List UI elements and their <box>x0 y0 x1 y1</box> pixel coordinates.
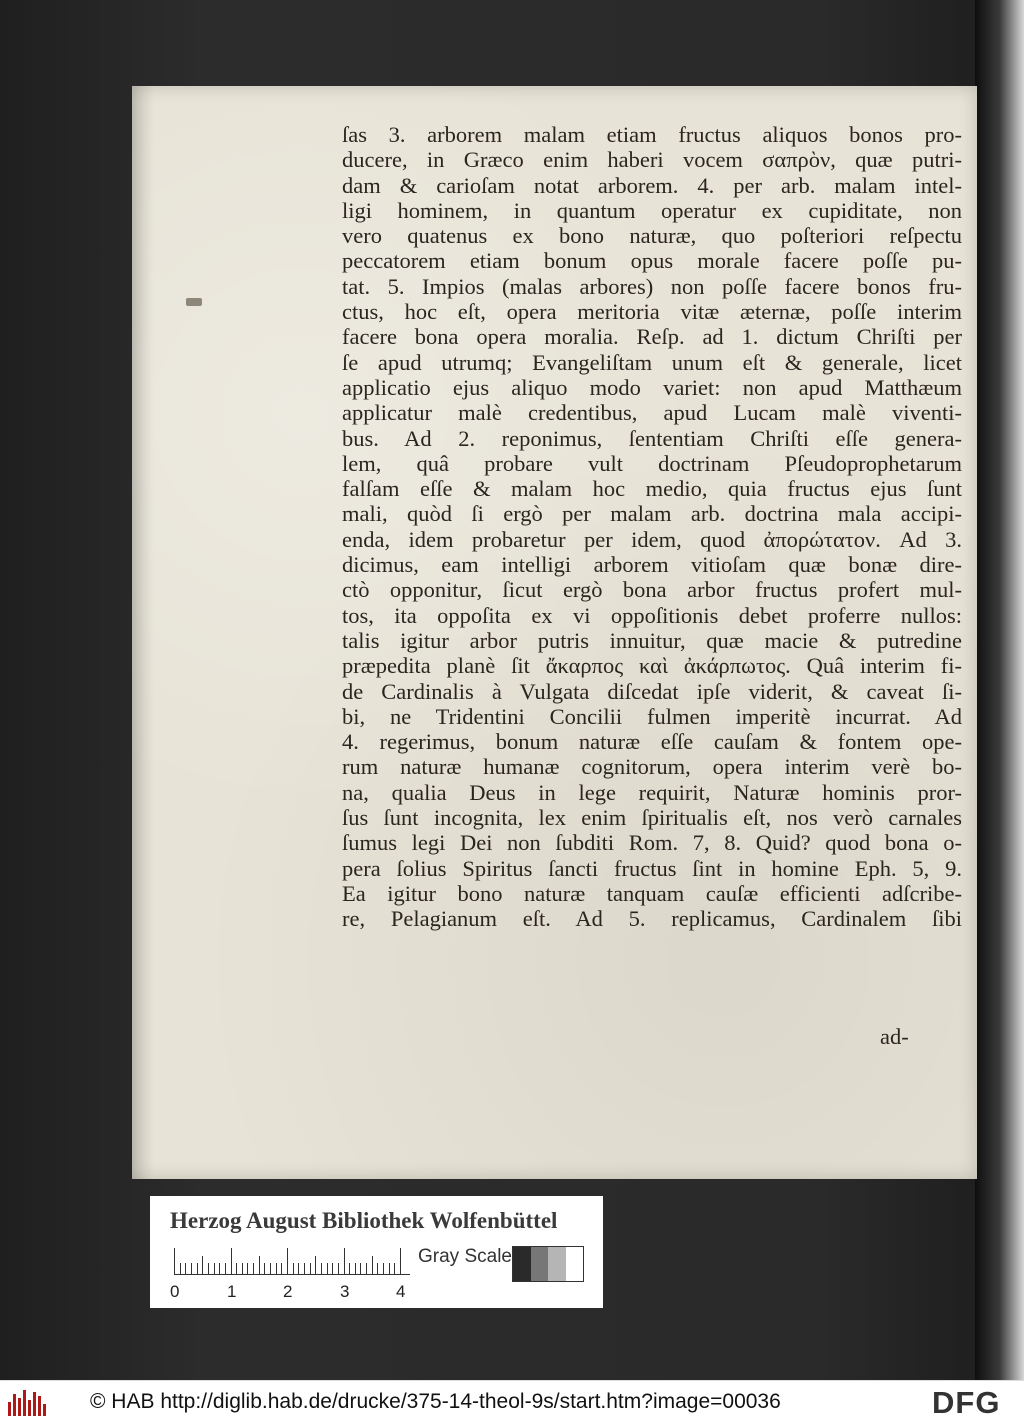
text-line: 4. regerimus, bonum naturæ eſſe cauſam & fontem ope- <box>342 729 962 755</box>
ruler-tick <box>231 1248 232 1274</box>
ruler-tick <box>180 1263 181 1274</box>
ruler-tick <box>264 1263 265 1274</box>
ruler-tick <box>327 1263 328 1274</box>
text-line: ligi hominem, in quantum operatur ex cupiditate, non <box>342 197 962 223</box>
margin-mark <box>186 298 202 306</box>
ruler-number: 4 <box>396 1282 406 1301</box>
binding-shadow <box>975 0 1024 1380</box>
text-line: tat. 5. Impios (malas arbores) non poſſe facere bonos fru- <box>342 273 962 299</box>
cm-ruler <box>174 1248 410 1275</box>
ruler-tick <box>338 1263 339 1274</box>
text-line: ſumus legi Dei non ſubditi Rom. 7, 8. Quid? quod bona o- <box>342 830 962 856</box>
text-line: applicatur malè credentibus, apud Lucam malè viventi- <box>342 400 962 426</box>
ruler-tick <box>236 1263 237 1274</box>
text-line: vero quatenus ex bono naturæ, quo poſteriori reſpectu <box>342 223 962 249</box>
text-line: talis igitur arbor putris innuitur, quæ macie & putredine <box>342 627 962 653</box>
ruler-tick <box>225 1263 226 1274</box>
ruler-tick <box>247 1263 248 1274</box>
text-line: ſas 3. arborem malam etiam fructus aliquos bonos pro- <box>342 122 962 147</box>
text-line: de Cardinalis à Vulgata diſcedat ipſe viderit, & caveat ſi- <box>342 678 962 704</box>
ruler-tick <box>287 1248 288 1274</box>
text-line: ducere, in Græco enim haberi vocem σαπρὸν, quæ putri- <box>342 147 962 173</box>
text-line: peccatorem etiam bonum opus morale facere poſſe pu- <box>342 248 962 274</box>
ruler-tick <box>259 1256 260 1274</box>
text-line: enda, idem probaretur per idem, quod ἀπορώτατον. Ad 3. <box>342 526 962 552</box>
gray-swatch <box>513 1247 531 1281</box>
text-line: dicimus, eam intelligi arborem vitioſam quæ bonæ dire- <box>342 552 962 578</box>
ruler-tick <box>202 1256 203 1274</box>
ruler-tick <box>315 1256 316 1274</box>
text-line: Ea igitur bono naturæ tanquam cauſæ efficienti adſcribe- <box>342 880 962 906</box>
text-line: applicatio ejus aliquo modo variet: non apud Matthæum <box>342 374 962 400</box>
text-line: bi, ne Tridentini Concilii fulmen imperitè incurrat. Ad <box>342 703 962 729</box>
ruler-tick <box>276 1263 277 1274</box>
gray-swatch <box>548 1247 566 1281</box>
text-line: pera ſolius Spiritus ſancti fructus ſint in homine Eph. 5, 9. <box>342 855 962 881</box>
ruler-tick <box>242 1263 243 1274</box>
source-url-link[interactable]: © HAB http://diglib.hab.de/drucke/375-14-theol-9s/start.htm?image=00036 <box>90 1390 781 1413</box>
dfg-logo: DFG <box>932 1385 1001 1420</box>
ruler-tick <box>383 1263 384 1274</box>
ruler-number: 1 <box>227 1282 237 1301</box>
ruler-tick <box>253 1263 254 1274</box>
ruler-tick <box>197 1263 198 1274</box>
ruler-tick <box>174 1248 175 1274</box>
ruler-tick <box>349 1263 350 1274</box>
gray-scale-swatches <box>512 1246 584 1282</box>
text-line: præpedita planè ſit ἄκαρπος καὶ ἀκάρπωτος. Quâ interim fi- <box>342 653 962 679</box>
catchword: ad- <box>880 1024 909 1049</box>
text-line: dam & carioſam notat arborem. 4. per arb. malam intel- <box>342 172 962 198</box>
ruler-tick <box>310 1263 311 1274</box>
color-scale-card <box>150 1196 603 1308</box>
page-text <box>342 122 962 932</box>
text-line: ctus, hoc eſt, opera meritoria vitæ æternæ, poſſe interim <box>342 299 962 325</box>
ruler-tick <box>270 1263 271 1274</box>
hab-logo-icon <box>8 1390 48 1416</box>
ruler-tick <box>355 1263 356 1274</box>
gray-swatch <box>531 1247 549 1281</box>
ruler-tick <box>344 1248 345 1274</box>
ruler-tick <box>185 1263 186 1274</box>
page-edge-shade <box>132 86 154 1179</box>
gray-scale-label: Gray Scale <box>418 1246 512 1267</box>
ruler-tick <box>377 1263 378 1274</box>
text-line: falſam eſſe & malam hoc medio, quia fructus ejus ſunt <box>342 476 962 502</box>
ruler-tick <box>293 1263 294 1274</box>
ruler-number: 3 <box>340 1282 350 1301</box>
ruler-tick <box>366 1263 367 1274</box>
ruler-tick <box>191 1263 192 1274</box>
ruler-tick <box>400 1248 401 1274</box>
ruler-tick <box>389 1263 390 1274</box>
ruler-tick <box>372 1256 373 1274</box>
ruler-tick <box>360 1263 361 1274</box>
text-line: lem, quâ probare vult doctrinam Pſeudoprophetarum <box>342 450 962 476</box>
text-line: ctò opponitur, ſicut ergò bona arbor fructus profert mul- <box>342 577 962 603</box>
ruler-tick <box>214 1263 215 1274</box>
ruler-number: 0 <box>170 1282 180 1301</box>
text-line: tos, ita oppoſita ex vi oppoſitionis debet proferre nullos: <box>342 602 962 628</box>
library-name: Herzog August Bibliothek Wolfenbüttel <box>170 1208 558 1233</box>
ruler-tick <box>332 1263 333 1274</box>
ruler-tick <box>304 1263 305 1274</box>
text-line: facere bona opera moralia. Reſp. ad 1. dictum Chriſti per <box>342 324 962 350</box>
text-line: bus. Ad 2. reponimus, ſententiam Chriſti eſſe genera- <box>342 425 962 451</box>
ruler-tick <box>219 1263 220 1274</box>
text-line: rum naturæ humanæ cognitorum, opera interim verè bo- <box>342 754 962 780</box>
gray-swatch <box>566 1247 584 1281</box>
ruler-tick <box>208 1263 209 1274</box>
text-line: ſus ſunt incognita, lex enim ſpiritualis eſt, nos verò carnales <box>342 805 962 831</box>
ruler-tick <box>281 1263 282 1274</box>
footer-bar <box>0 1380 1024 1424</box>
ruler-number: 2 <box>283 1282 293 1301</box>
ruler-tick <box>321 1263 322 1274</box>
ruler-tick <box>394 1263 395 1274</box>
text-line: mali, quòd ſi ergò per malam arb. doctrina mala accipi- <box>342 501 962 527</box>
ruler-tick <box>298 1263 299 1274</box>
text-line: na, qualia Deus in lege requirit, Naturæ hominis pror- <box>342 779 962 805</box>
text-line: ſe apud utrumq; Evangeliſtam unum eſt & generale, licet <box>342 349 962 375</box>
text-line: re, Pelagianum eſt. Ad 5. replicamus, Cardinalem ſibi <box>342 906 962 932</box>
